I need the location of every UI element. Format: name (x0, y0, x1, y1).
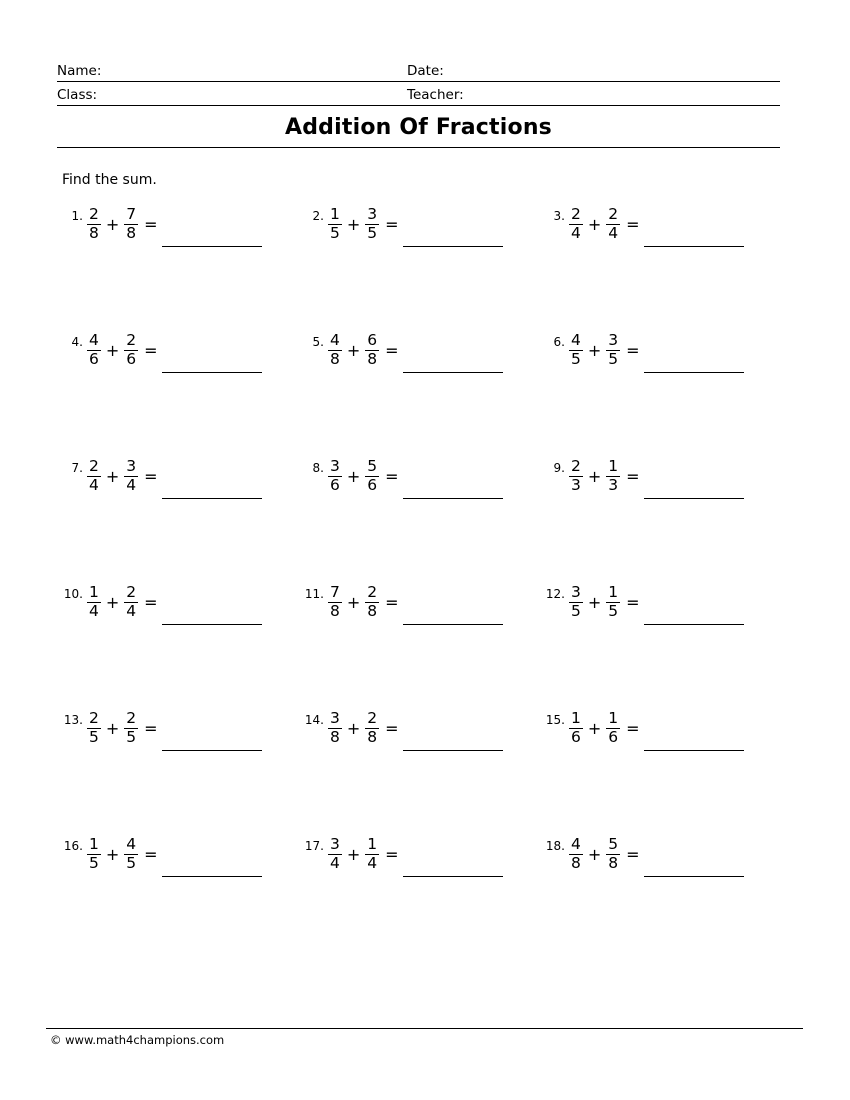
fraction-first-denominator: 8 (89, 223, 99, 242)
problem-number: 8. (312, 461, 324, 475)
problem-number: 1. (71, 209, 83, 223)
problem-number: 7. (71, 461, 83, 475)
fraction-first-denominator: 8 (330, 349, 340, 368)
fraction-first-denominator: 4 (89, 475, 99, 494)
fraction-first (87, 710, 101, 745)
answer-blank[interactable] (644, 472, 744, 499)
fraction-second-denominator: 6 (126, 349, 137, 368)
problem-expression (328, 704, 503, 751)
plus-sign: + (346, 719, 361, 738)
plus-sign: + (105, 467, 120, 486)
fraction-first-denominator: 5 (571, 601, 581, 620)
fraction-second-denominator: 8 (367, 349, 378, 368)
fraction-first (328, 458, 342, 493)
problem-number: 15. (545, 713, 565, 727)
fraction-first-denominator: 8 (330, 601, 340, 620)
fraction-second-numerator: 3 (126, 456, 137, 475)
fraction-first (569, 710, 583, 745)
fraction-second-denominator: 8 (608, 853, 619, 872)
problem-item (539, 826, 780, 952)
fraction-first-numerator: 7 (330, 582, 340, 601)
problem-item (298, 448, 539, 574)
problem-item (57, 826, 298, 952)
fraction-second-denominator: 4 (367, 853, 378, 872)
fraction-second (365, 206, 379, 241)
class-label: Class: (57, 87, 98, 103)
problem-item (57, 448, 298, 574)
fraction-second-numerator: 1 (608, 708, 619, 727)
fraction-first (328, 206, 342, 241)
fraction-second-numerator: 1 (608, 456, 619, 475)
fraction-second (606, 206, 620, 241)
fraction-second-denominator: 5 (126, 727, 137, 746)
fraction-first-numerator: 2 (89, 204, 99, 223)
class-teacher-row (57, 82, 780, 106)
equals-sign: = (144, 845, 158, 864)
fraction-second (606, 458, 620, 493)
plus-sign: + (105, 215, 120, 234)
fraction-first (569, 458, 583, 493)
fraction-first (87, 836, 101, 871)
equals-sign: = (385, 593, 399, 612)
plus-sign: + (587, 845, 602, 864)
problem-expression (328, 452, 503, 499)
fraction-second (606, 332, 620, 367)
plus-sign: + (346, 341, 361, 360)
fraction-first-denominator: 3 (571, 475, 581, 494)
answer-blank[interactable] (162, 850, 262, 877)
teacher-label: Teacher: (407, 87, 464, 103)
fraction-second-denominator: 6 (367, 475, 378, 494)
problem-expression (328, 830, 503, 877)
fraction-second-denominator: 5 (608, 601, 619, 620)
answer-blank[interactable] (403, 598, 503, 625)
problem-item (57, 574, 298, 700)
fraction-second (124, 458, 138, 493)
equals-sign: = (626, 719, 640, 738)
fraction-first-denominator: 5 (571, 349, 581, 368)
problem-item (298, 574, 539, 700)
problem-expression (328, 200, 503, 247)
problem-expression (569, 326, 744, 373)
fraction-first (87, 584, 101, 619)
fraction-first-numerator: 1 (330, 204, 340, 223)
answer-blank[interactable] (162, 472, 262, 499)
page-title: Addition Of Fractions (285, 115, 552, 140)
problem-item (57, 700, 298, 826)
problem-number: 6. (553, 335, 565, 349)
fraction-first (328, 836, 342, 871)
equals-sign: = (626, 341, 640, 360)
problem-number: 2. (312, 209, 324, 223)
fraction-second-numerator: 2 (367, 708, 378, 727)
fraction-second-numerator: 3 (367, 204, 378, 223)
problem-item (298, 322, 539, 448)
problem-item (539, 196, 780, 322)
problem-expression (328, 578, 503, 625)
problem-expression (569, 578, 744, 625)
problem-expression (569, 200, 744, 247)
fraction-second-numerator: 7 (126, 204, 137, 223)
fraction-first-numerator: 2 (571, 456, 581, 475)
fraction-first (569, 836, 583, 871)
equals-sign: = (385, 467, 399, 486)
fraction-second (606, 584, 620, 619)
fraction-first (569, 584, 583, 619)
fraction-second (124, 332, 138, 367)
fraction-second-denominator: 8 (367, 727, 378, 746)
fraction-second-denominator: 8 (367, 601, 378, 620)
plus-sign: + (346, 215, 361, 234)
answer-blank[interactable] (644, 724, 744, 751)
fraction-first (87, 332, 101, 367)
header-fields (57, 58, 780, 106)
equals-sign: = (626, 467, 640, 486)
answer-blank[interactable] (644, 850, 744, 877)
fraction-first (328, 710, 342, 745)
answer-blank[interactable] (403, 850, 503, 877)
plus-sign: + (105, 719, 120, 738)
answer-blank[interactable] (403, 220, 503, 247)
name-label: Name: (57, 63, 102, 79)
fraction-second-numerator: 2 (367, 582, 378, 601)
date-label: Date: (407, 63, 444, 79)
problem-item (298, 196, 539, 322)
fraction-first-numerator: 1 (89, 582, 99, 601)
problem-expression (87, 704, 262, 751)
problem-number: 14. (304, 713, 324, 727)
problem-expression (87, 452, 262, 499)
equals-sign: = (144, 593, 158, 612)
problem-item (298, 826, 539, 952)
fraction-second (606, 836, 620, 871)
fraction-second-denominator: 6 (608, 727, 619, 746)
fraction-first-numerator: 3 (330, 708, 340, 727)
fraction-second-denominator: 5 (126, 853, 137, 872)
fraction-first-numerator: 1 (89, 834, 99, 853)
fraction-first (87, 458, 101, 493)
equals-sign: = (385, 341, 399, 360)
answer-blank[interactable] (644, 598, 744, 625)
equals-sign: = (144, 215, 158, 234)
equals-sign: = (144, 341, 158, 360)
instruction-text: Find the sum. (62, 172, 157, 188)
problem-item (298, 700, 539, 826)
fraction-second-denominator: 4 (126, 475, 137, 494)
fraction-first-numerator: 2 (89, 456, 99, 475)
answer-blank[interactable] (644, 220, 744, 247)
plus-sign: + (587, 215, 602, 234)
fraction-second-denominator: 4 (608, 223, 619, 242)
problem-number: 16. (63, 839, 83, 853)
fraction-second (124, 710, 138, 745)
fraction-first-denominator: 5 (89, 853, 99, 872)
fraction-first-numerator: 4 (330, 330, 340, 349)
fraction-second-denominator: 8 (126, 223, 137, 242)
problem-expression (87, 578, 262, 625)
fraction-second (365, 458, 379, 493)
fraction-second (365, 332, 379, 367)
answer-blank[interactable] (403, 346, 503, 373)
problem-item (539, 322, 780, 448)
fraction-first-denominator: 5 (89, 727, 99, 746)
problem-expression (328, 326, 503, 373)
fraction-second-denominator: 4 (126, 601, 137, 620)
footer-copyright: © www.math4champions.com (50, 1033, 225, 1047)
fraction-first-denominator: 4 (89, 601, 99, 620)
equals-sign: = (626, 845, 640, 864)
fraction-first-numerator: 3 (330, 834, 340, 853)
problem-expression (569, 452, 744, 499)
name-date-row (57, 58, 780, 82)
equals-sign: = (385, 719, 399, 738)
problem-number: 9. (553, 461, 565, 475)
fraction-first (569, 206, 583, 241)
problem-item (57, 196, 298, 322)
problem-item (539, 700, 780, 826)
problem-number: 5. (312, 335, 324, 349)
fraction-second-numerator: 5 (608, 834, 619, 853)
fraction-first-numerator: 2 (571, 204, 581, 223)
fraction-first-numerator: 3 (571, 582, 581, 601)
plus-sign: + (587, 593, 602, 612)
fraction-first (87, 206, 101, 241)
fraction-second (365, 584, 379, 619)
equals-sign: = (144, 719, 158, 738)
fraction-first-denominator: 6 (571, 727, 581, 746)
plus-sign: + (346, 593, 361, 612)
problem-number: 12. (545, 587, 565, 601)
fraction-first-numerator: 4 (571, 834, 581, 853)
problem-number: 4. (71, 335, 83, 349)
fraction-second-denominator: 3 (608, 475, 619, 494)
fraction-first-numerator: 4 (89, 330, 99, 349)
fraction-second-denominator: 5 (367, 223, 378, 242)
problem-expression (87, 326, 262, 373)
plus-sign: + (105, 593, 120, 612)
problem-expression (87, 200, 262, 247)
fraction-second-denominator: 5 (608, 349, 619, 368)
problem-item (57, 322, 298, 448)
fraction-second (124, 206, 138, 241)
fraction-first-denominator: 4 (330, 853, 340, 872)
equals-sign: = (385, 215, 399, 234)
plus-sign: + (105, 845, 120, 864)
fraction-second (124, 584, 138, 619)
fraction-second-numerator: 1 (367, 834, 378, 853)
plus-sign: + (346, 467, 361, 486)
answer-blank[interactable] (162, 598, 262, 625)
plus-sign: + (587, 719, 602, 738)
answer-blank[interactable] (403, 724, 503, 751)
problem-item (539, 448, 780, 574)
fraction-second-numerator: 1 (608, 582, 619, 601)
problem-number: 18. (545, 839, 565, 853)
fraction-first (328, 584, 342, 619)
problem-number: 13. (63, 713, 83, 727)
answer-blank[interactable] (644, 346, 744, 373)
answer-blank[interactable] (162, 724, 262, 751)
fraction-second (365, 836, 379, 871)
answer-blank[interactable] (162, 220, 262, 247)
fraction-second-numerator: 3 (608, 330, 619, 349)
problem-item (539, 574, 780, 700)
fraction-first (569, 332, 583, 367)
equals-sign: = (626, 215, 640, 234)
plus-sign: + (587, 467, 602, 486)
problems-grid (57, 196, 797, 952)
fraction-first-denominator: 4 (571, 223, 581, 242)
answer-blank[interactable] (403, 472, 503, 499)
fraction-first-numerator: 2 (89, 708, 99, 727)
fraction-second-numerator: 4 (126, 834, 137, 853)
fraction-first-denominator: 8 (571, 853, 581, 872)
problem-number: 17. (304, 839, 324, 853)
fraction-second-numerator: 2 (126, 708, 137, 727)
fraction-first-denominator: 8 (330, 727, 340, 746)
problem-expression (87, 830, 262, 877)
fraction-first-numerator: 1 (571, 708, 581, 727)
fraction-second (124, 836, 138, 871)
title-section (57, 115, 780, 148)
fraction-second (365, 710, 379, 745)
fraction-second (606, 710, 620, 745)
fraction-first (328, 332, 342, 367)
plus-sign: + (346, 845, 361, 864)
problem-number: 3. (553, 209, 565, 223)
plus-sign: + (587, 341, 602, 360)
fraction-first-numerator: 4 (571, 330, 581, 349)
problem-expression (569, 704, 744, 751)
fraction-second-numerator: 2 (126, 330, 137, 349)
fraction-first-denominator: 6 (89, 349, 99, 368)
equals-sign: = (144, 467, 158, 486)
footer-divider (46, 1028, 803, 1029)
problem-expression (569, 830, 744, 877)
fraction-first-denominator: 5 (330, 223, 340, 242)
answer-blank[interactable] (162, 346, 262, 373)
fraction-second-numerator: 5 (367, 456, 378, 475)
equals-sign: = (385, 845, 399, 864)
fraction-second-numerator: 2 (126, 582, 137, 601)
plus-sign: + (105, 341, 120, 360)
problem-number: 11. (304, 587, 324, 601)
problem-number: 10. (63, 587, 83, 601)
fraction-second-numerator: 6 (367, 330, 378, 349)
equals-sign: = (626, 593, 640, 612)
fraction-first-numerator: 3 (330, 456, 340, 475)
fraction-first-denominator: 6 (330, 475, 340, 494)
fraction-second-numerator: 2 (608, 204, 619, 223)
